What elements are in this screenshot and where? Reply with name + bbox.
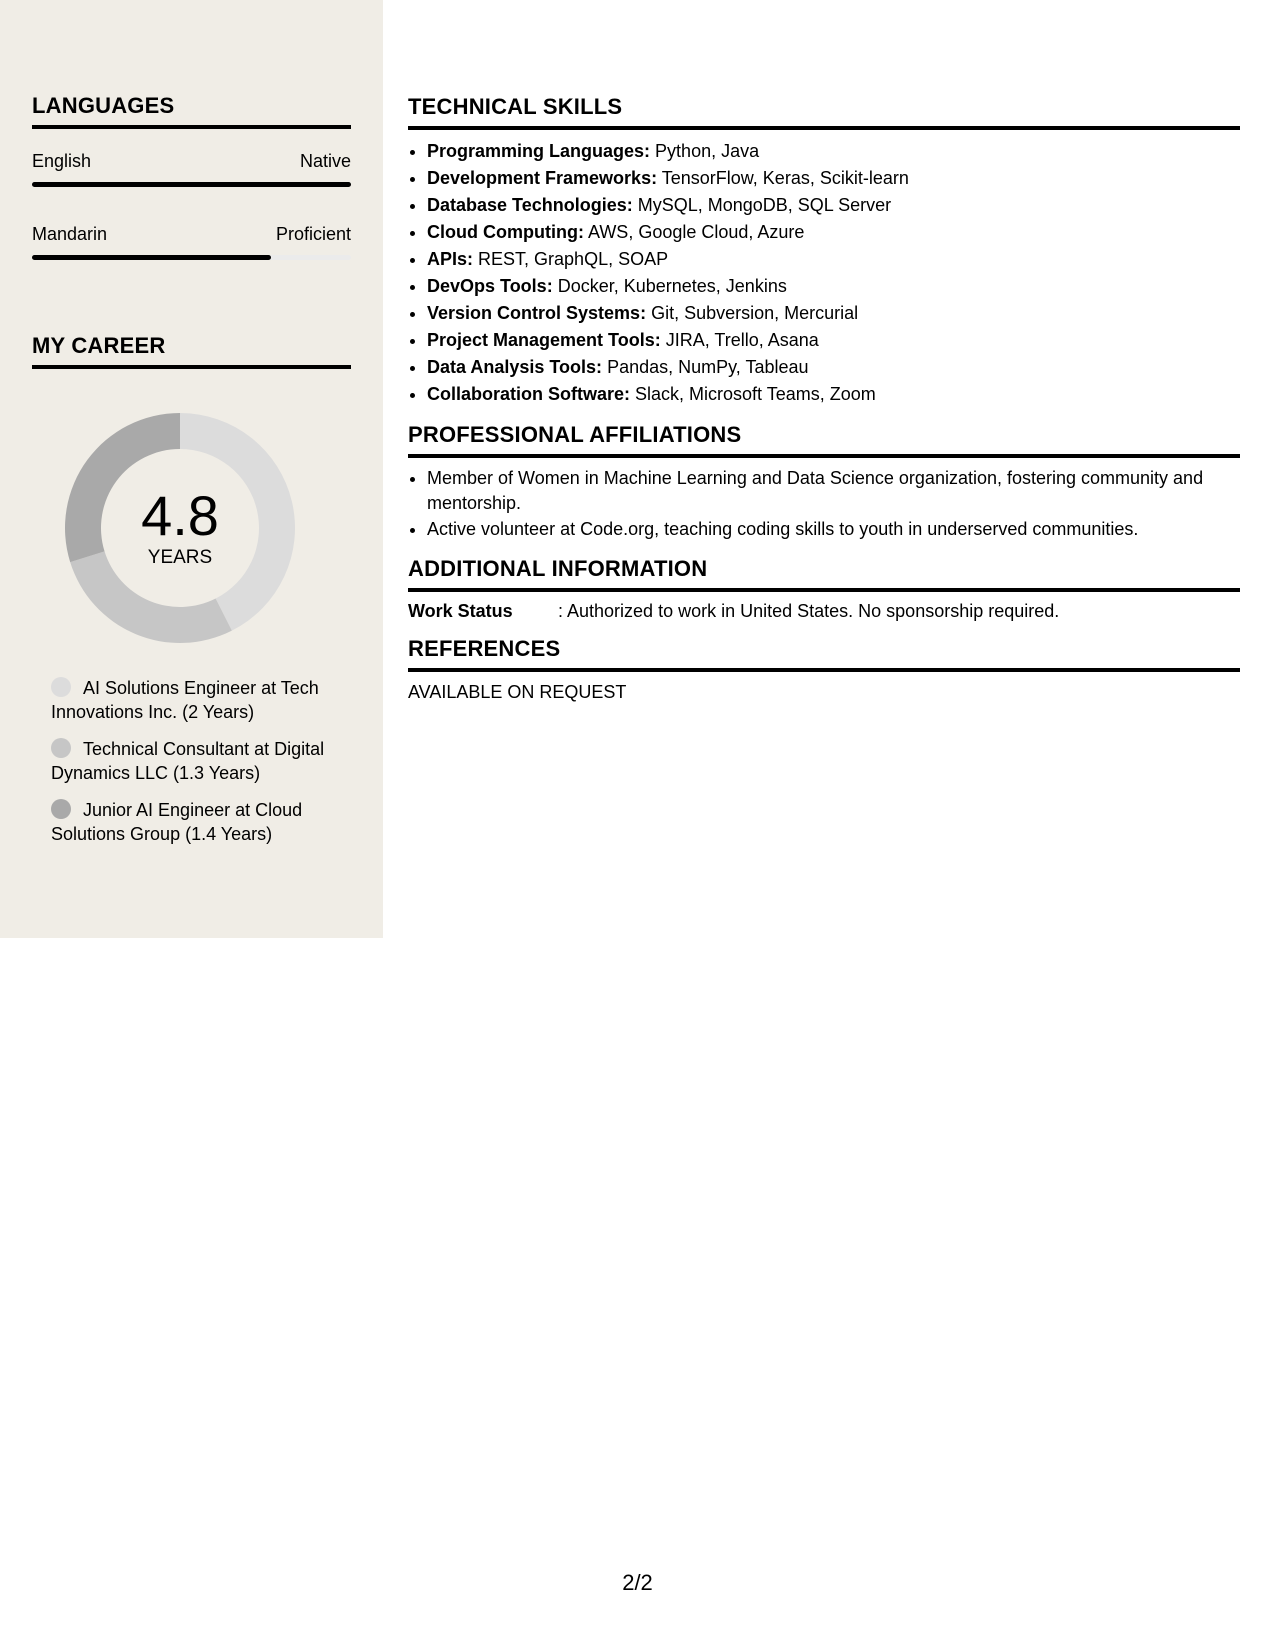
- skill-value: MySQL, MongoDB, SQL Server: [637, 195, 892, 215]
- career-item: [51, 798, 351, 846]
- skill-item: [427, 354, 1240, 381]
- language-proficiency-fill: [32, 255, 271, 260]
- skill-value: Slack, Microsoft Teams, Zoom: [635, 384, 876, 404]
- skill-value: TensorFlow, Keras, Scikit-learn: [661, 168, 909, 188]
- language-level: Native: [299, 151, 351, 171]
- references-title: REFERENCES: [408, 636, 1240, 672]
- career-legend-dot: [51, 799, 71, 819]
- languages-section: [32, 93, 351, 260]
- skill-label: Cloud Computing:: [427, 222, 584, 242]
- references-text: AVAILABLE ON REQUEST: [408, 682, 627, 702]
- main-content: [408, 94, 1240, 703]
- skill-label: Collaboration Software:: [427, 384, 631, 404]
- skill-value: Python, Java: [655, 141, 760, 161]
- skill-value: Pandas, NumPy, Tableau: [607, 357, 809, 377]
- skill-item: [427, 138, 1240, 165]
- skill-item: [427, 300, 1240, 327]
- language-proficiency-bar: [32, 182, 351, 187]
- affiliations-title: PROFESSIONAL AFFILIATIONS: [408, 422, 1240, 458]
- career-list: [51, 676, 351, 859]
- career-item-text: Junior AI Engineer at Cloud Solutions Group (1.4 Years): [51, 800, 303, 844]
- skill-item: [427, 327, 1240, 354]
- skill-item: [427, 273, 1240, 300]
- skill-value: Docker, Kubernetes, Jenkins: [557, 276, 787, 296]
- language-level: Proficient: [275, 224, 351, 244]
- language-item: [32, 224, 351, 260]
- affiliation-item: • Active volunteer at Code.org, teaching coding skills to youth in underserved communities.: [427, 517, 1240, 542]
- skill-label: Database Technologies:: [427, 195, 633, 215]
- skill-label: Data Analysis Tools:: [427, 357, 603, 377]
- career-legend-dot: [51, 677, 71, 697]
- work-status-label: Work Status: [408, 601, 513, 621]
- skill-value: AWS, Google Cloud, Azure: [587, 222, 805, 242]
- affiliations-list: [408, 466, 1240, 542]
- skill-label: Programming Languages:: [427, 141, 651, 161]
- career-item: [51, 676, 351, 724]
- language-name: Mandarin: [32, 224, 108, 244]
- career-item: [51, 737, 351, 785]
- additional-info-title: ADDITIONAL INFORMATION: [408, 556, 1240, 592]
- skill-label: DevOps Tools:: [427, 276, 553, 296]
- work-status-row: [408, 601, 1240, 622]
- skill-label: APIs:: [427, 249, 474, 269]
- career-donut-center: [65, 413, 295, 643]
- language-proficiency-bar: [32, 255, 351, 260]
- work-status-value: : Authorized to work in United States. No sponsorship required.: [558, 601, 1060, 621]
- skill-value: JIRA, Trello, Asana: [665, 330, 819, 350]
- career-legend-dot: [51, 738, 71, 758]
- languages-title: LANGUAGES: [32, 93, 351, 129]
- page-number: 2/2: [622, 1570, 653, 1595]
- skill-label: Development Frameworks:: [427, 168, 658, 188]
- career-section: [32, 333, 351, 369]
- skill-value: Git, Subversion, Mercurial: [651, 303, 859, 323]
- skill-label: Version Control Systems:: [427, 303, 647, 323]
- skill-item: [427, 381, 1240, 408]
- career-item-text: Technical Consultant at Digital Dynamics LLC (1.3 Years): [51, 739, 325, 783]
- language-name: English: [32, 151, 92, 171]
- language-item: [32, 151, 351, 187]
- career-item-text: AI Solutions Engineer at Tech Innovations Inc. (2 Years): [51, 678, 319, 722]
- skill-label: Project Management Tools:: [427, 330, 661, 350]
- technical-skills-title: TECHNICAL SKILLS: [408, 94, 1240, 130]
- affiliation-item: • Member of Women in Machine Learning and Data Science organization, fostering community and mentorship.: [427, 466, 1240, 516]
- language-proficiency-fill: [32, 182, 351, 187]
- skill-item: [427, 165, 1240, 192]
- career-years-unit: YEARS: [147, 547, 213, 568]
- skill-value: REST, GraphQL, SOAP: [478, 249, 669, 269]
- skill-item: [427, 192, 1240, 219]
- career-title: MY CAREER: [32, 333, 351, 369]
- sidebar: [0, 0, 383, 938]
- skills-list: [408, 138, 1240, 408]
- skill-item: [427, 219, 1240, 246]
- skill-item: [427, 246, 1240, 273]
- career-donut-chart: [65, 413, 295, 643]
- career-total-years: 4.8: [141, 484, 219, 547]
